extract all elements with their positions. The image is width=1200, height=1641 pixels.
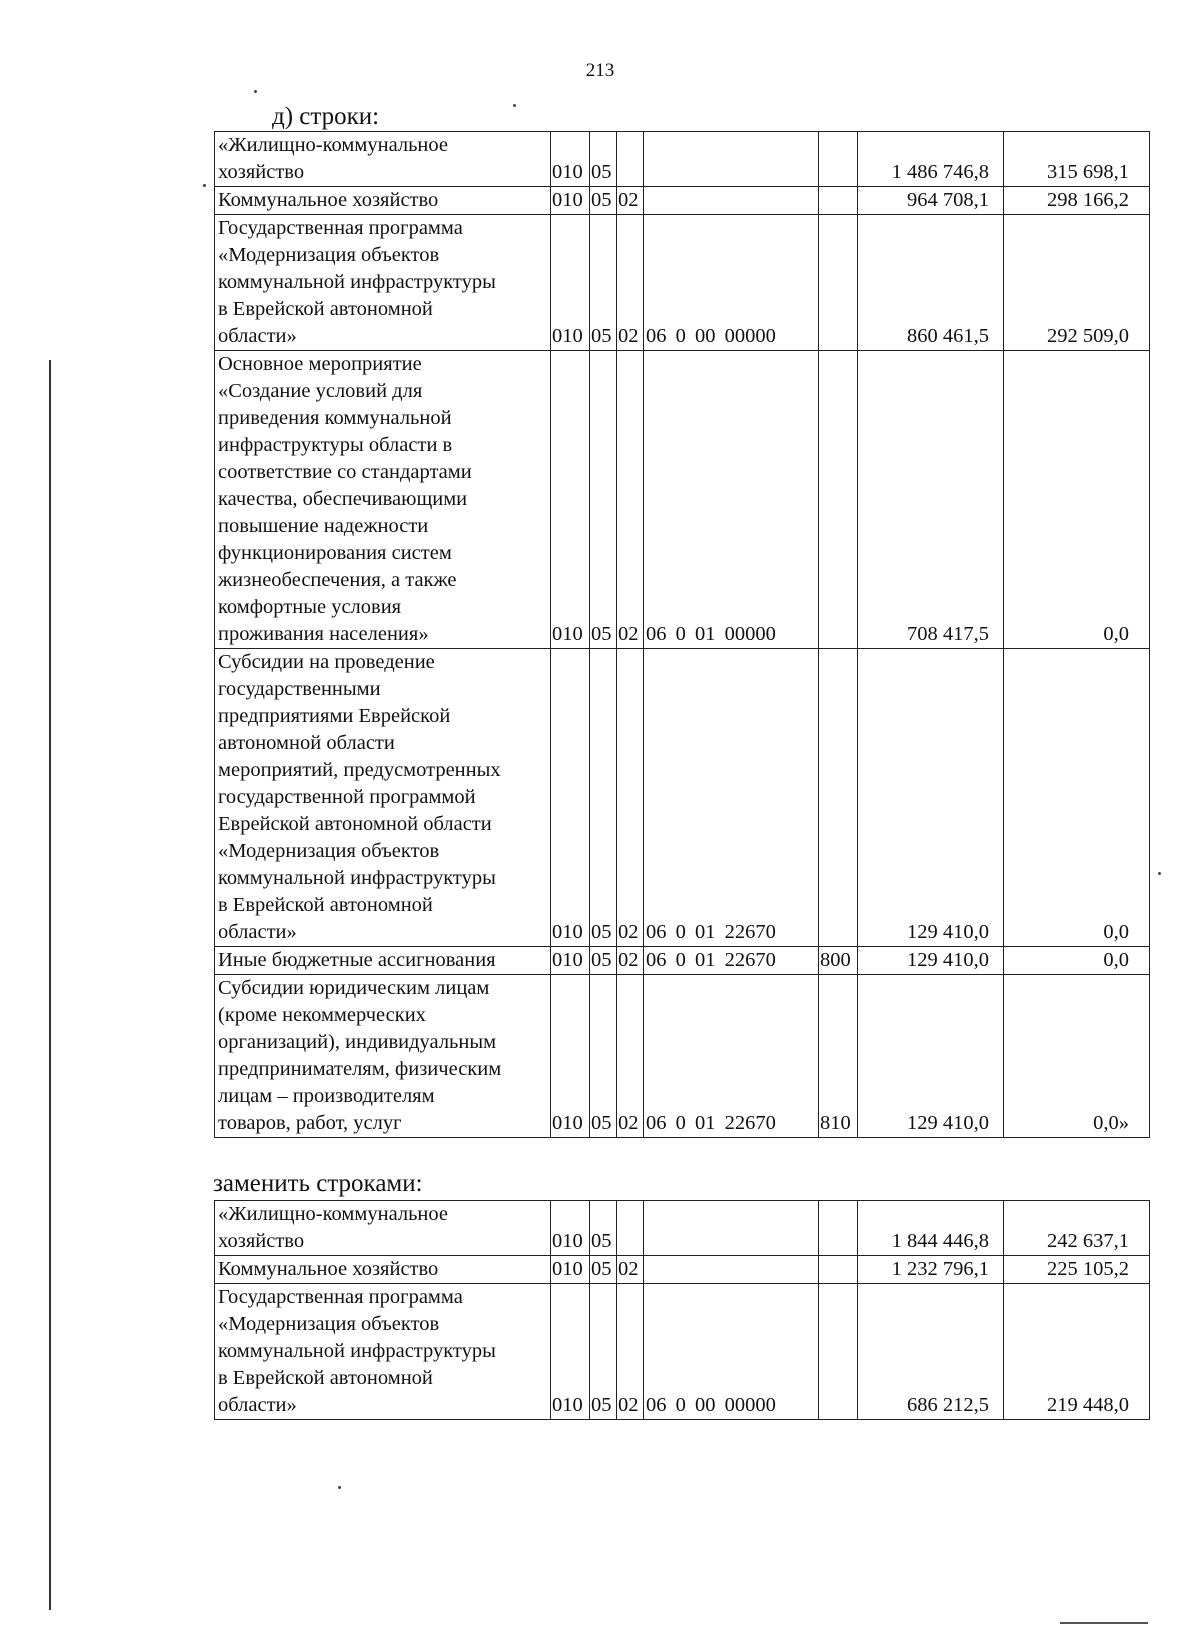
scan-speck bbox=[203, 184, 206, 187]
row-name: Субсидии юридическим лицам (кроме некоммерческих организаций), индивидуальным предпринимателям, физическим лицам – производителям товаров, работ, услуг bbox=[215, 975, 551, 1138]
row-code-pr: 02 bbox=[617, 975, 644, 1138]
row-name: «Жилищно-коммунальное хозяйство bbox=[215, 132, 551, 187]
row-code-gr: 010 bbox=[551, 975, 590, 1138]
row-name: Государственная программа «Модернизация объектов коммунальной инфраструктуры в Еврейской автономной области» bbox=[215, 1284, 551, 1420]
row-code-csr: 06 0 01 22670 bbox=[644, 649, 819, 947]
row-amount-2: 298 166,2 bbox=[1004, 187, 1150, 215]
row-code-rz: 05 bbox=[590, 947, 617, 975]
row-amount-2: 0,0 bbox=[1004, 351, 1150, 649]
table-row bbox=[215, 187, 1150, 215]
row-code-gr: 010 bbox=[551, 132, 590, 187]
row-code-vr bbox=[819, 132, 858, 187]
row-code-csr: 06 0 01 00000 bbox=[644, 351, 819, 649]
row-code-pr: 02 bbox=[617, 1284, 644, 1420]
scan-speck bbox=[338, 1486, 341, 1489]
row-code-csr: 06 0 00 00000 bbox=[644, 1284, 819, 1420]
row-amount-1: 1 232 796,1 bbox=[858, 1256, 1004, 1284]
row-code-pr: 02 bbox=[617, 215, 644, 351]
row-code-pr: 02 bbox=[617, 649, 644, 947]
table-row bbox=[215, 649, 1150, 947]
row-code-rz: 05 bbox=[590, 215, 617, 351]
row-code-rz: 05 bbox=[590, 351, 617, 649]
scan-margin-line bbox=[49, 360, 51, 1610]
row-code-rz: 05 bbox=[590, 132, 617, 187]
row-code-gr: 010 bbox=[551, 187, 590, 215]
row-code-gr: 010 bbox=[551, 649, 590, 947]
row-amount-1: 964 708,1 bbox=[858, 187, 1004, 215]
row-code-csr: 06 0 00 00000 bbox=[644, 215, 819, 351]
row-code-pr bbox=[617, 132, 644, 187]
row-code-gr: 010 bbox=[551, 1256, 590, 1284]
row-name: Коммунальное хозяйство bbox=[215, 1256, 551, 1284]
row-name: «Жилищно-коммунальное хозяйство bbox=[215, 1201, 551, 1256]
row-code-gr: 010 bbox=[551, 351, 590, 649]
row-name: Субсидии на проведение государственными предприятиями Еврейской автономной области мероприятий, предусмотренных государственной программой Еврейской автономной области «Модернизация объектов коммунальной инфраструктуры в Еврейской автономной области» bbox=[215, 649, 551, 947]
row-name: Государственная программа «Модернизация объектов коммунальной инфраструктуры в Еврейской автономной области» bbox=[215, 215, 551, 351]
row-code-csr: 06 0 01 22670 bbox=[644, 947, 819, 975]
row-code-pr: 02 bbox=[617, 1256, 644, 1284]
table-row bbox=[215, 132, 1150, 187]
row-code-rz: 05 bbox=[590, 1256, 617, 1284]
row-name: Основное мероприятие «Создание условий для приведения коммунальной инфраструктуры области в соответствие со стандартами качества, обеспечивающими повышение надежности функционирования систем жизнеобеспечения, а также комфортные условия проживания населения» bbox=[215, 351, 551, 649]
row-code-pr: 02 bbox=[617, 187, 644, 215]
table-row bbox=[215, 975, 1150, 1138]
row-amount-1: 686 212,5 bbox=[858, 1284, 1004, 1420]
scan-speck bbox=[513, 104, 516, 107]
row-code-rz: 05 bbox=[590, 975, 617, 1138]
row-code-csr bbox=[644, 1201, 819, 1256]
row-code-csr bbox=[644, 1256, 819, 1284]
budget-table-old-rows bbox=[214, 131, 1150, 1138]
row-amount-1: 129 410,0 bbox=[858, 947, 1004, 975]
row-code-vr bbox=[819, 649, 858, 947]
row-code-rz: 05 bbox=[590, 1201, 617, 1256]
row-amount-1: 129 410,0 bbox=[858, 649, 1004, 947]
section-heading-new-rows: заменить строками: bbox=[213, 1170, 423, 1197]
row-code-pr: 02 bbox=[617, 947, 644, 975]
row-amount-2: 219 448,0 bbox=[1004, 1284, 1150, 1420]
scan-speck bbox=[1158, 872, 1161, 875]
row-amount-2: 0,0 bbox=[1004, 947, 1150, 975]
row-code-vr: 800 bbox=[819, 947, 858, 975]
row-code-vr bbox=[819, 1201, 858, 1256]
row-name: Коммунальное хозяйство bbox=[215, 187, 551, 215]
row-code-csr bbox=[644, 132, 819, 187]
table-row bbox=[215, 1284, 1150, 1420]
row-code-vr bbox=[819, 215, 858, 351]
row-code-vr: 810 bbox=[819, 975, 858, 1138]
row-code-vr bbox=[819, 351, 858, 649]
row-amount-2: 0,0 bbox=[1004, 649, 1150, 947]
scan-speck bbox=[254, 90, 257, 93]
row-amount-1: 708 417,5 bbox=[858, 351, 1004, 649]
row-code-vr bbox=[819, 1256, 858, 1284]
row-code-pr: 02 bbox=[617, 351, 644, 649]
table-row bbox=[215, 215, 1150, 351]
table-row bbox=[215, 351, 1150, 649]
row-code-gr: 010 bbox=[551, 1201, 590, 1256]
row-amount-1: 1 486 746,8 bbox=[858, 132, 1004, 187]
row-amount-2: 0,0» bbox=[1004, 975, 1150, 1138]
row-amount-1: 860 461,5 bbox=[858, 215, 1004, 351]
row-code-rz: 05 bbox=[590, 187, 617, 215]
row-code-pr bbox=[617, 1201, 644, 1256]
row-code-rz: 05 bbox=[590, 649, 617, 947]
row-code-vr bbox=[819, 1284, 858, 1420]
scan-bottom-line bbox=[1060, 1622, 1148, 1624]
row-code-vr bbox=[819, 187, 858, 215]
budget-table-new-rows bbox=[214, 1200, 1150, 1420]
row-amount-2: 225 105,2 bbox=[1004, 1256, 1150, 1284]
table-row bbox=[215, 1256, 1150, 1284]
row-amount-2: 292 509,0 bbox=[1004, 215, 1150, 351]
row-amount-1: 1 844 446,8 bbox=[858, 1201, 1004, 1256]
row-code-gr: 010 bbox=[551, 947, 590, 975]
table-row bbox=[215, 947, 1150, 975]
row-amount-2: 242 637,1 bbox=[1004, 1201, 1150, 1256]
row-name: Иные бюджетные ассигнования bbox=[215, 947, 551, 975]
row-code-gr: 010 bbox=[551, 215, 590, 351]
row-code-gr: 010 bbox=[551, 1284, 590, 1420]
table-row bbox=[215, 1201, 1150, 1256]
row-code-csr bbox=[644, 187, 819, 215]
page-number: 213 bbox=[585, 60, 615, 81]
row-code-rz: 05 bbox=[590, 1284, 617, 1420]
section-heading-old-rows: д) строки: bbox=[272, 103, 380, 130]
row-amount-1: 129 410,0 bbox=[858, 975, 1004, 1138]
row-amount-2: 315 698,1 bbox=[1004, 132, 1150, 187]
row-code-csr: 06 0 01 22670 bbox=[644, 975, 819, 1138]
